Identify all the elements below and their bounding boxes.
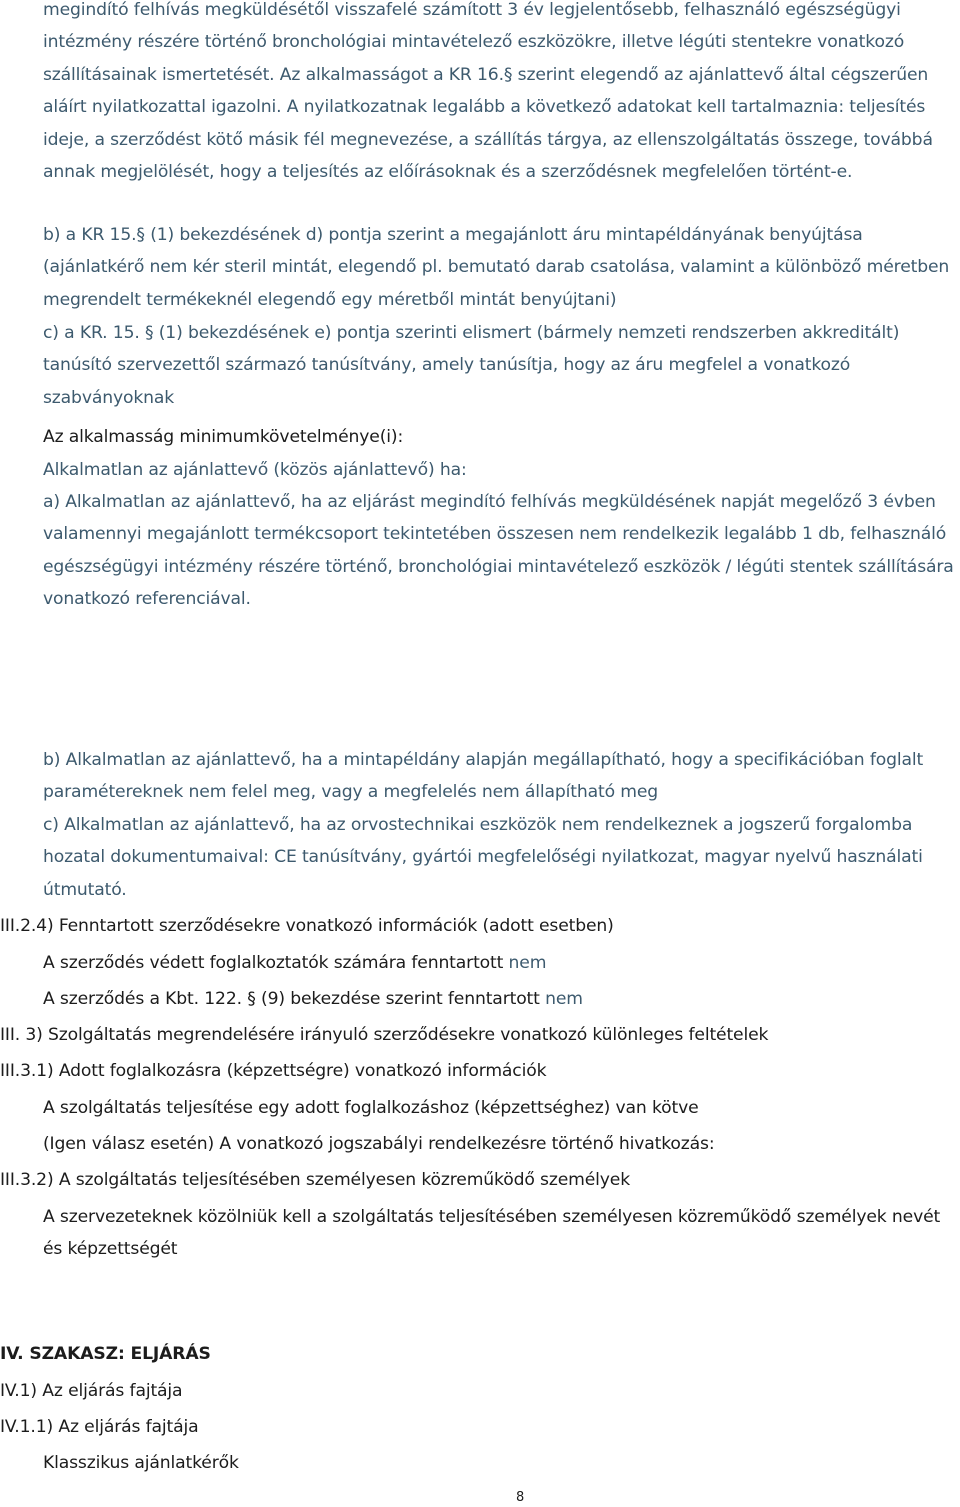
reserved-contract-1 <box>43 951 546 975</box>
intro-paragraph: megindító felhívás megküldésétől visszafelé számított 3 év legjelentősebb, felhasználó egészségügyi intézmény részére történő bronchológiai mintavételező eszközökre, illetve légúti stentekre vonatkozó szállításainak ismertetését. Az alkalmasságot a KR 16.§ szerint elegendő az ajánlattevő által cégszerűen aláírt nyilatkozattal igazolni. A nyilatkozatnak legalább a következő adatokat kell tartalmaznia: teljesítés ideje, a szerződést kötő másik fél megnevezése, a szállítás tárgya, az ellenszolgáltatás összege, továbbá annak megjelölését, hogy a teljesítés az előírásoknak és a szerződésnek megfelelően történt-e. <box>43 0 933 183</box>
section-4-heading: IV. SZAKASZ: ELJÁRÁS <box>0 1344 211 1364</box>
reserved-contract-2-label: A szerződés a Kbt. 122. § (9) bekezdése szerint fenntartott <box>43 989 540 1009</box>
min-requirements-heading: Az alkalmasság minimumkövetelménye(i): <box>43 427 404 447</box>
unsuitable-intro: Alkalmatlan az ajánlattevő (közös ajánlattevő) ha: <box>43 460 467 480</box>
section-4-1-1-heading: IV.1.1) Az eljárás fajtája <box>0 1417 199 1437</box>
reserved-contract-1-value: nem <box>508 953 547 973</box>
reserved-contract-1-label: A szerződés védett foglalkoztatók számára fenntartott <box>43 953 504 973</box>
reserved-contract-2 <box>43 987 583 1011</box>
unsuitable-c-paragraph: c) Alkalmatlan az ajánlattevő, ha az orvostechnikai eszközök nem rendelkeznek a jogszerű forgalomba hozatal dokumentumaival: CE tanúsítvány, gyártói megfelelőségi nyilatkozat, magyar nyelvű használati útmutató. <box>43 815 923 900</box>
procedure-type-value: Klasszikus ajánlatkérők <box>43 1453 239 1473</box>
section-3-3-2-text: A szervezeteknek közölniük kell a szolgáltatás teljesítésében személyesen közreműködő személyek nevét és képzettségét <box>43 1207 941 1260</box>
section-3-3-1-text: A szolgáltatás teljesítése egy adott foglalkozáshoz (képzettséghez) van kötve <box>43 1098 699 1118</box>
section-4-1-heading: IV.1) Az eljárás fajtája <box>0 1381 183 1401</box>
unsuitable-a-paragraph: a) Alkalmatlan az ajánlattevő, ha az eljárást megindító felhívás megküldésének napját megelőző 3 évben valamennyi megajánlott termékcsoport tekintetében összesen nem rendelkezik legalább 1 db, felhasználó egészségügyi intézmény részére történő, bronchológiai mintavételező eszközök / légúti stentek szállítására vonatkozó referenciával. <box>43 492 954 610</box>
page-number: 8 <box>515 1490 525 1505</box>
section-3-3-2-heading: III.3.2) A szolgáltatás teljesítésében személyesen közreműködő személyek <box>0 1170 631 1190</box>
section-3-3-1-reference: (Igen válasz esetén) A vonatkozó jogszabályi rendelkezésre történő hivatkozás: <box>43 1134 715 1154</box>
kr15-d-paragraph: b) a KR 15.§ (1) bekezdésének d) pontja szerint a megajánlott áru mintapéldányának benyújtása (ajánlatkérő nem kér steril mintát, elegendő pl. bemutató darab csatolása, valamint a különböző méretben megrendelt termékeknél elegendő egy méretből mintát benyújtani) <box>43 225 950 310</box>
section-3-3-1-heading: III.3.1) Adott foglalkozásra (képzettségre) vonatkozó információk <box>0 1061 547 1081</box>
reserved-contract-2-value: nem <box>545 989 583 1009</box>
section-3-3-heading: III. 3) Szolgáltatás megrendelésére irányuló szerződésekre vonatkozó különleges feltételek <box>0 1025 769 1045</box>
kr15-e-paragraph: c) a KR. 15. § (1) bekezdésének e) pontja szerinti elismert (bármely nemzeti rendszerben akkreditált) tanúsító szervezettől származó tanúsítvány, amely tanúsítja, hogy az áru megfelel a vonatkozó szabványoknak <box>43 323 900 408</box>
unsuitable-b-paragraph: b) Alkalmatlan az ajánlattevő, ha a mintapéldány alapján megállapítható, hogy a specifikációban foglalt paramétereknek nem felel meg, vagy a megfelelés nem állapítható meg <box>43 750 924 803</box>
section-3-2-4-heading: III.2.4) Fenntartott szerződésekre vonatkozó információk (adott esetben) <box>0 916 614 936</box>
